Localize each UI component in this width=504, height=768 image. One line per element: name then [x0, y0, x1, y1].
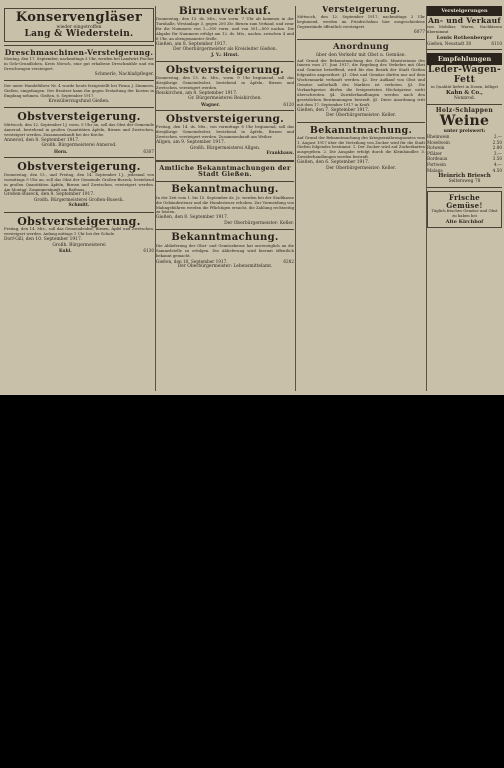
c3-verst-body: Mittwoch, den 12. September 1917, nachmittags 2 Uhr beginnend, werden im Friedrichsbau hier ausgeschiedene Gegenstände öffentlich versteigert.: [297, 14, 425, 30]
obst3-num: 6130: [143, 248, 154, 254]
c3-verst-title: Versteigerung.: [321, 6, 401, 15]
ad3-addr: Seltersweg 78: [448, 179, 481, 185]
dresch-body: Montag, den 17. September, nachmittags 3 Uhr, werden bei Landwirt Fischer in Gelz-Grundlohen, Kreis Nörsch, eine gut erhaltene Dreschmühle und ein Dreschwagen versteigert.: [4, 55, 154, 71]
ad1-name: Louis Rothenberger: [436, 34, 493, 41]
birn-body: Donnerstag, den 13. ds. Mts., von vorm. 7 Uhr ab kommen in der Turnhalle, Westanlage 3, gegen 200 Ztr. Birnen zum Verkauf, und zwar für die Nummern von 1—300 vorm. und von 301—800 nachm. Die Abgabe für Nummern erfolgt am 12. ds. Mts., nachm. zwischen 4 und 6 Uhr, an obengenannter Stelle.: [156, 16, 294, 41]
ad3-name: Heinrich Briesch: [438, 173, 491, 180]
c2-bek2-title: Bekanntmachung.: [171, 232, 279, 244]
c2-obst1-name: Wagner.: [201, 101, 220, 107]
c3-verst-num: 6077: [413, 30, 425, 36]
notice-anordnung: [297, 43, 425, 119]
ad-obst-reiskirchen: [156, 65, 294, 107]
ad4-body: Täglich frisches Gemüse und Obst zu haben bei: [431, 207, 498, 218]
obst1-num: 6307: [143, 148, 154, 154]
c2-obst2-sig: Großh. Bürgermeisterei Allgen.: [189, 145, 261, 151]
ad1-num: 6110: [491, 40, 502, 46]
column-3: [297, 6, 425, 391]
c2-bek1-title: Bekanntmachung.: [171, 184, 279, 196]
c2-bek2-body: Die Ablieferung der Obst- und Gemüsekerne hat unverzüglich an die Sammelstelle zu erfolgen. Die Ablieferung wird hiermit öffentlich bekannt gemacht.: [156, 242, 294, 258]
birn-date: Gießen, am 8. September 1917.: [156, 41, 227, 47]
ad1-body: von Mobiliar, Waren, Nachlässen übernimmt: [427, 23, 502, 34]
c2-bek1-sig: Der Oberbürgermeister: Keller.: [224, 220, 294, 226]
wine-name: Bordeaux: [427, 156, 448, 162]
obst1-body: Mittwoch, den 12. September l.J. vorm. 9 Uhr an, soll das Obst der Gemeinde Annerod, bestehend in großen Quantitäten Äpfeln, Birnen und Zwetschen, versteigert werden. Zusammenkunft bei der Kirche.: [4, 121, 154, 137]
c3-bek-date: Gießen, den 6. September 1917.: [297, 160, 370, 166]
ad-birnenverkauf: [156, 6, 294, 58]
column-2: [156, 6, 294, 391]
obst1-date: Annerod, den 8. September 1917.: [4, 137, 80, 143]
konserv-title: Konservengläser: [15, 10, 143, 25]
divider: [4, 107, 154, 108]
wine-price: 3.50: [492, 156, 502, 162]
dresch-title: Dreschmaschinen-Versteigerung.: [4, 48, 154, 58]
notice-bek1: [156, 185, 294, 226]
c3-anord-title: Anordnung: [332, 41, 390, 52]
ad2-head: Empfehlungen: [427, 53, 502, 65]
ad-gemuese: [427, 191, 502, 228]
ad3-sub: unter preiswert:: [443, 129, 486, 135]
c3-anord-sub: über den Verkehr mit Obst u. Gemüse.: [316, 52, 406, 58]
ad2-body: in Qualität liefert in Dosen, billigst: [431, 84, 498, 90]
c3-bek-sig: Der Oberbürgermeister: Keller.: [326, 165, 396, 171]
c3-anord-date: Gießen, den 7. September 1917.: [297, 107, 370, 113]
ad-dreschmaschinen: [4, 49, 154, 77]
wine-name: Pfälzer: [427, 150, 442, 156]
c3-bek-title: Bekanntmachung.: [309, 124, 413, 136]
wine-list: [427, 134, 502, 173]
obst3-title: Obstversteigerung.: [17, 214, 141, 228]
c2-obst1-date: Reiskirchen, am 8. September 1917.: [156, 90, 238, 96]
wine-name: Malaga: [427, 167, 443, 173]
c3-anord-body: Auf Grund der Bekanntmachung des Großh. Ministeriums des Innern vom 27. Juni 1917, die Regelung des Verkehrs mit Obst und Gemüse betreffend, wird für den Bezirk der Stadt Gießen folgendes angeordnet: §1. Obst und Gemüse dürfen nur auf dem Wochenmarkt verkauft werden. §2. Der Aufkauf von Obst und Gemüse außerhalb des Marktes ist verboten. §3. Die Verkaufspreise dürfen die festgesetzten Höchstpreise nicht überschreiten. §4. Zuwiderhandlungen werden nach den gesetzlichen Bestimmungen bestraft. §5. Diese Anordnung tritt mit dem 17. September 1917 in Kraft.: [297, 57, 425, 107]
ad2-title: Leder-Wagen-Fett: [427, 65, 502, 85]
notice-bek: [297, 126, 425, 172]
obst1-name: Horn.: [54, 148, 68, 154]
birn-title: Birnenverkauf.: [178, 6, 272, 17]
wine-price: 2.80: [492, 145, 502, 151]
divider: [427, 187, 502, 188]
ad-obst-buseck: [4, 161, 154, 209]
ad2-place: Nonnrod.: [453, 96, 476, 102]
c2-obst1-title: Obstversteigerung.: [165, 64, 285, 77]
wine-price: 2.—: [493, 134, 502, 140]
ad4-name: Alte Kirchhof: [445, 218, 484, 225]
obst2-date: Großen-Buseck, den 8. September 1917.: [4, 192, 95, 198]
wine-name: Moselwein: [427, 139, 450, 145]
c2-obst2-name: Frankhaus.: [266, 151, 294, 157]
obst1-sig: Großh. Bürgermeisterei Annerod.: [41, 143, 117, 149]
column-4: [427, 6, 502, 391]
konserv-subtitle: wieder eingetroffen: [56, 24, 102, 30]
ad4-title: Frische Gemüse!: [446, 193, 483, 210]
obst3-date: Dorf-Gill, den 10. September 1917.: [4, 237, 83, 243]
ad-obst-allgen: [156, 114, 294, 156]
divider: [4, 157, 154, 158]
ad2-firm: Kahn & Co.,: [446, 90, 483, 97]
wine-name: Rheinwein: [427, 134, 450, 140]
wine-name: Portwein: [427, 162, 446, 168]
obst2-body: Donnerstag, den 13., und Freitag, den 14. September l.J., jedesmal von vormittags 9 Uhr an, soll das Obst der Gemeinde Großen-Buseck, bestehend in großen Quantitäten Äpfeln, Birnen und Zwetschen, versteigert werden. Am Montag: Zusammenkunft am Rathaus.: [4, 171, 154, 192]
hund-sig: Kreisüberzugsfund Gießen.: [48, 98, 110, 104]
divider: [297, 39, 425, 40]
ad1-head: Versteigerungen: [427, 6, 502, 16]
ad-obst-dorfgill: [4, 216, 154, 254]
divider: [4, 45, 154, 46]
c2-obst2-title: Obstversteigerung.: [165, 113, 285, 126]
divider: [156, 229, 294, 230]
ad-konservenglaeser: [4, 8, 154, 42]
c2-obst1-sig: Gr. Bürgermeisterei Reiskirchen.: [188, 96, 262, 102]
wine-price: 2.50: [492, 139, 502, 145]
birn-sig: Der Oberbürgermeister als Kreisleiter Gießen.: [172, 47, 278, 53]
ad1-addr: Gießen, Neustadt 38: [427, 40, 471, 46]
divider: [4, 212, 154, 213]
wine-name: Rotwein: [427, 145, 445, 151]
wine-price: 4.—: [493, 162, 502, 168]
notice-versteigerung: [297, 6, 425, 36]
divider: [156, 110, 294, 111]
divider: [427, 49, 502, 50]
ad3-head: Holz-Schlappen: [435, 107, 494, 115]
dresch-sig: Schmerle, Nachlaßpfleger.: [94, 71, 154, 77]
wine-price: 4.50: [492, 167, 502, 173]
amtl-title: Amtliche Bekanntmachungen der Stadt Gießen.: [159, 163, 291, 179]
obst3-name: Kuhl.: [59, 248, 72, 254]
wine-price: 3.—: [493, 150, 502, 156]
obst2-title: Obstversteigerung.: [17, 160, 141, 174]
obst1-title: Obstversteigerung.: [17, 110, 141, 124]
divider: [156, 61, 294, 62]
divider: [156, 181, 294, 182]
c2-obst2-date: Allgen, am 9. September 1917.: [156, 140, 226, 146]
c2-obst1-num: 6120: [283, 101, 294, 107]
divider: [156, 160, 294, 162]
birn-name: J. V.: Hrnst.: [211, 52, 239, 58]
c2-obst1-body: Donnerstag, den 13. ds. Mts., vorm. 9 Uhr beginnend, soll das diesjährige Gemeindeobst, bestehend in Äpfeln, Birnen und Zwetschen, versteigert werden.: [156, 75, 294, 90]
c2-bek2-num: 6282: [283, 258, 294, 264]
c3-bek-body: Auf Grund der Bekanntmachung des Kriegsernährungsamtes vom 1. August 1917 über die Verteilung von Zucker wird für die Stadt Gießen folgendes bestimmt: 1. Der Zucker wird auf Zuckerkarten ausgegeben. 2. Die Ausgabe erfolgt durch die Kleinhändler. 3. Zuwiderhandlungen werden bestraft.: [297, 134, 425, 160]
notice-bek2: [156, 233, 294, 269]
c2-bek1-date: Gießen, den 8. September 1917.: [156, 215, 229, 221]
ad3-title: Weine: [439, 113, 490, 130]
obst3-sig: Großh. Bürgermeisterei: [52, 242, 106, 248]
ad-obst-annerod: [4, 111, 154, 154]
c2-bek2-sig: Der Oberbürgermeister: Lebensmittelamt.: [177, 264, 273, 270]
c2-bek2-date: Gießen, den 10. September 1917.: [156, 258, 228, 264]
notice-hund: [4, 84, 154, 104]
ad1-title: An- und Verkauf: [428, 16, 501, 25]
obst3-body: Freitag, den 14. Mts., soll das Gemeindeobst, Birnen, Äpfel und Zwetschen, versteigert werden. Anfang mittags 1 Uhr bei der Schule.: [4, 226, 154, 237]
obst2-name: Schmitt.: [68, 203, 90, 209]
column-rule: [295, 6, 296, 391]
column-1: [4, 6, 154, 391]
c2-obst2-body: Freitag, den 14. ds. Mts., von vormittags 8 Uhr beginnend, soll das diesjährige Gemeindeobst, bestehend in Äpfeln, Birnen und Zwetschen, versteigert werden. Zusammenkunft am Weiher.: [156, 124, 294, 140]
obst2-sig: Großh. Bürgermeisterei Großen-Buseck.: [33, 197, 125, 203]
divider: [427, 104, 502, 105]
c3-anord-sig: Der Oberbürgermeister: Keller.: [326, 113, 396, 119]
divider: [297, 122, 425, 123]
hund-body: Der unter Hundeführer Nr. 4 wurde heute festgestellt bei Firma J. Zimmern, Gießen, eingefangen. Der Besitzer kann ihn gegen Erstattung der Kosten in Empfang nehmen. Gießen, 6. September 1917.: [4, 83, 154, 98]
c2-bek1-body: In der Zeit vom 1. bis 15. September ds. Js. werden bei der Stadtkasse die Gebäudesteuer und die Hundesteuer erhoben. Zur Vermeidung von Mahngebühren werden die Pflichtigen ersucht, die Zahlung rechtzeitig zu leisten.: [156, 194, 294, 215]
konserv-firm: Lang & Wiederstein.: [24, 28, 134, 39]
divider: [4, 80, 154, 81]
